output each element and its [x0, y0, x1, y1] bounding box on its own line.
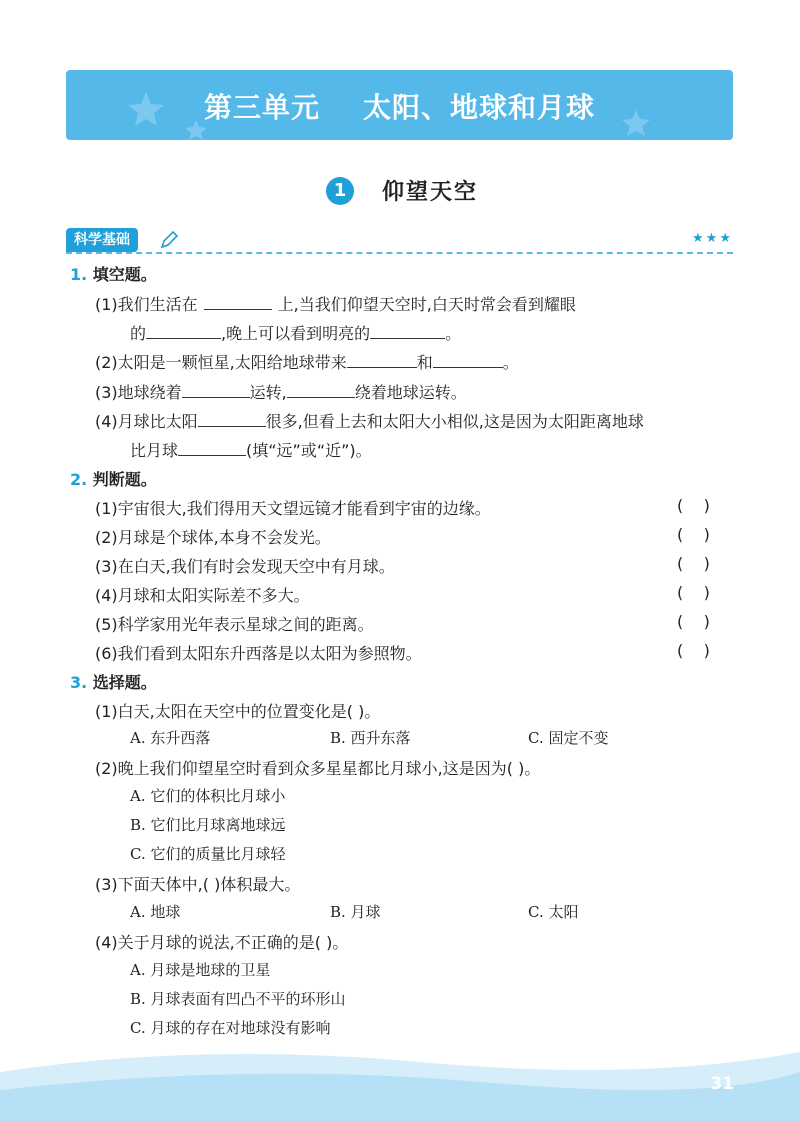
q1-item-3: (3)地球绕着 运转, 绕着地球运转。: [95, 383, 467, 402]
option-c[interactable]: C. 它们的质量比月球轻: [130, 845, 286, 863]
answer-blank[interactable]: [433, 351, 503, 368]
q2-item: (3)在白天,我们有时会发现天空中有月球。: [95, 557, 395, 576]
q1-item-4: (4)月球比太阳 很多,但看上去和太阳大小相似,这是因为太阳距离地球: [95, 412, 644, 431]
answer-blank[interactable]: [287, 381, 355, 398]
q2-item: (6)我们看到太阳东升西落是以太阳为参照物。: [95, 644, 422, 663]
section-tag: 科学基础: [66, 228, 138, 252]
q1-item-2: (2)太阳是一颗恒星,太阳给地球带来 和 。: [95, 353, 519, 372]
option-a[interactable]: A. 它们的体积比月球小: [130, 787, 286, 805]
answer-parentheses[interactable]: ( ): [677, 641, 710, 660]
q2-item: (1)宇宙很大,我们得用天文望远镜才能看到宇宙的边缘。: [95, 499, 491, 518]
q2-item: (4)月球和太阳实际差不多大。: [95, 586, 310, 605]
answer-parentheses[interactable]: ( ): [677, 583, 710, 602]
unit-title: 第三单元 太阳、地球和月球: [204, 91, 595, 124]
answer-blank[interactable]: [347, 351, 417, 368]
q2-item: (2)月球是个球体,本身不会发光。: [95, 528, 331, 547]
option-c[interactable]: C. 固定不变: [528, 729, 609, 747]
q3-item-3-stem: (3)下面天体中,( )体积最大。: [95, 875, 301, 894]
answer-parentheses[interactable]: ( ): [677, 525, 710, 544]
q3-item-1-stem: (1)白天,太阳在天空中的位置变化是( )。: [95, 702, 381, 721]
answer-blank[interactable]: [370, 322, 445, 339]
option-c[interactable]: C. 月球的存在对地球没有影响: [130, 1019, 331, 1037]
answer-parentheses[interactable]: ( ): [677, 496, 710, 515]
lesson-title: 仰望天空: [382, 180, 479, 205]
q1-item-1-cont: 的 ,晚上可以看到明亮的 。: [130, 324, 462, 343]
question-3-title: 3. 选择题。: [70, 673, 157, 692]
pencil-icon: [159, 230, 179, 250]
answer-blank[interactable]: [204, 293, 272, 310]
lesson-header: [0, 175, 800, 207]
option-a[interactable]: A. 月球是地球的卫星: [130, 961, 271, 979]
option-c[interactable]: C. 太阳: [528, 903, 579, 921]
option-a[interactable]: A. 地球: [130, 903, 181, 921]
section-header: [66, 228, 733, 252]
answer-parentheses[interactable]: ( ): [677, 554, 710, 573]
option-b[interactable]: B. 它们比月球离地球远: [130, 816, 286, 834]
q1-item-1: (1)我们生活在 上,当我们仰望天空时,白天时常会看到耀眼: [95, 295, 576, 314]
option-b[interactable]: B. 西升东落: [330, 729, 411, 747]
option-b[interactable]: B. 月球表面有凹凸不平的环形山: [130, 990, 346, 1008]
difficulty-stars: ★★★: [692, 231, 733, 246]
answer-blank[interactable]: [178, 439, 246, 456]
footer-wave: [0, 1032, 800, 1122]
answer-blank[interactable]: [146, 322, 221, 339]
option-b[interactable]: B. 月球: [330, 903, 381, 921]
unit-banner: [66, 70, 733, 140]
page-number: 31: [710, 1074, 734, 1094]
lesson-number-badge: 1: [326, 177, 354, 205]
q2-item: (5)科学家用光年表示星球之间的距离。: [95, 615, 374, 634]
q3-item-2-stem: (2)晚上我们仰望星空时看到众多星星都比月球小,这是因为( )。: [95, 759, 541, 778]
answer-blank[interactable]: [198, 410, 266, 427]
answer-blank[interactable]: [182, 381, 250, 398]
section-divider: [66, 252, 733, 254]
option-a[interactable]: A. 东升西落: [130, 729, 211, 747]
answer-parentheses[interactable]: ( ): [677, 612, 710, 631]
q3-item-4-stem: (4)关于月球的说法,不正确的是( )。: [95, 933, 349, 952]
q1-item-4-cont: 比月球 (填“远”或“近”)。: [130, 441, 372, 460]
question-2-title: 2. 判断题。: [70, 470, 157, 489]
question-1-title: 1. 填空题。: [70, 265, 157, 284]
